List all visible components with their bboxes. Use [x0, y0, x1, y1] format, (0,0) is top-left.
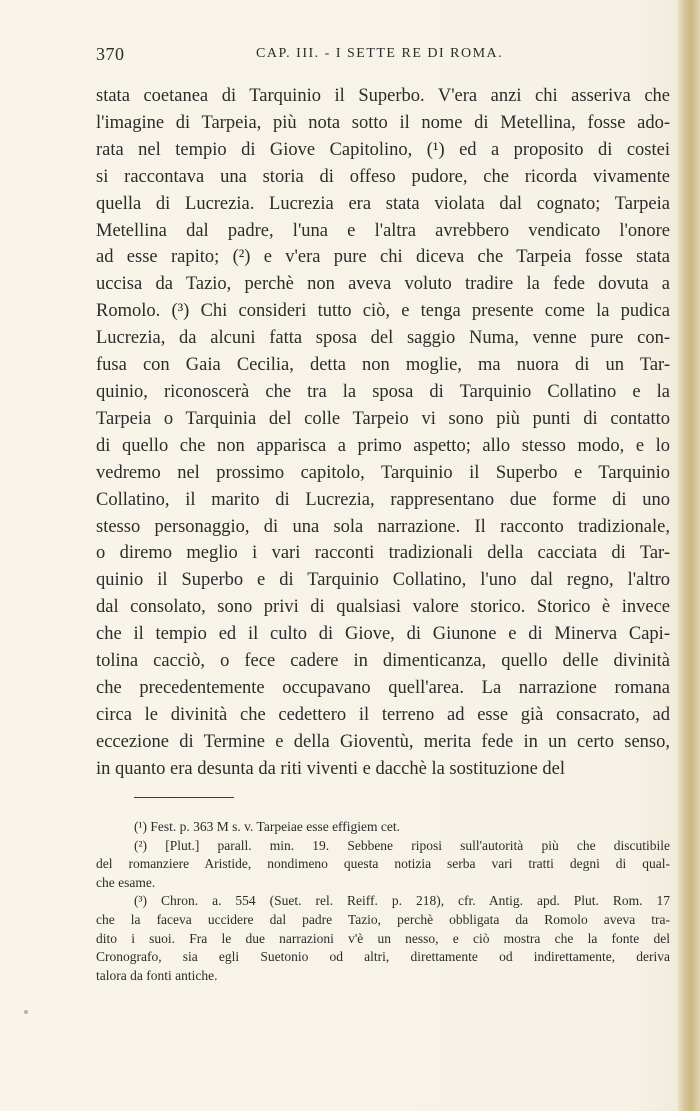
footnote-separator [134, 797, 234, 798]
text-line: quinio, riconoscerà che tra la sposa di Tarquinio Collatino e la [96, 381, 670, 402]
text-line: Metellina dal padre, l'una e l'altra avrebbero vendicato l'onore [96, 220, 670, 241]
running-head: CAP. III. - I SETTE RE DI ROMA. [256, 46, 504, 61]
page-number: 370 [96, 44, 125, 64]
text-line: che precedentemente occupavano quell'area. La narrazione romana [96, 677, 670, 698]
text-line: circa le divinità che cedettero il terreno ad esse già consacrato, ad [96, 704, 670, 725]
text-line: rata nel tempio di Giove Capitolino, (¹) ed a proposito di costei [96, 139, 670, 160]
footnote-line: (¹) Fest. p. 363 M s. v. Tarpeiae esse effigiem cet. [134, 819, 401, 834]
page-edge-shadow [678, 0, 700, 1111]
page-speck [24, 1010, 28, 1014]
text-line: tolina cacciò, o fece cadere in dimenticanza, quello delle divinità [96, 651, 670, 672]
text-line: uccisa da Tazio, perchè non aveva voluto tradire la fede dovuta a [96, 274, 670, 295]
footnote-line: che la faceva uccidere dal padre Tazio, perchè obbligata da Romolo aveva tra- [96, 911, 670, 927]
text-line: dal consolato, sono privi di qualsiasi valore storico. Storico è invece [96, 597, 670, 618]
text-line: l'imagine di Tarpeia, più nota sotto il nome di Metellina, fosse ado- [96, 112, 670, 133]
footnote-line: (²) [Plut.] parall. min. 19. Sebbene riposi sull'autorità più che discutibile [134, 837, 670, 853]
text-line: di quello che non apparisca a primo aspetto; allo stesso modo, e lo [96, 435, 670, 456]
text-line: quella di Lucrezia. Lucrezia era stata violata dal cognato; Tarpeia [96, 193, 670, 214]
text-line: Romolo. (³) Chi consideri tutto ciò, e tenga presente come la pudica [96, 301, 670, 322]
text-line: che il tempio ed il culto di Giove, di Giunone e di Minerva Capi- [96, 624, 670, 645]
text-line: fusa con Gaia Cecilia, detta non moglie, ma nuora di un Tar- [96, 355, 670, 376]
footnote-line: dito i suoi. Fra le due narrazioni v'è un nesso, e ciò mostra che la fonte del [96, 930, 670, 946]
text-line: Collatino, il marito di Lucrezia, rappresentano due forme di uno [96, 489, 670, 510]
text-line: o diremo meglio i vari racconti tradizionali della cacciata di Tar- [96, 543, 670, 564]
footnote-line: (³) Chron. a. 554 (Suet. rel. Reiff. p. 218), cfr. Antig. apd. Plut. Rom. 17 [134, 893, 670, 909]
page-header [96, 44, 670, 68]
text-line: Lucrezia, da alcuni fatta sposa del saggio Numa, venne pure con- [96, 328, 670, 349]
text-line: stata coetanea di Tarquinio il Superbo. V'era anzi chi asseriva che [96, 86, 670, 106]
footnote-line: che esame. [96, 874, 156, 890]
footnotes [96, 818, 670, 985]
text-line: in quanto era desunta da riti viventi e dacchè la sostituzione del [96, 758, 566, 779]
text-line: stesso personaggio, di una sola narrazione. Il racconto tradizionale, [96, 516, 670, 537]
text-line: si raccontava una storia di offeso pudore, che ricorda vivamente [96, 166, 670, 187]
footnote-line: Cronografo, sia egli Suetonio od altri, direttamente od indirettamente, deriva [96, 949, 670, 965]
text-line: eccezione di Termine e della Gioventù, merita fede in un certo senso, [96, 731, 670, 752]
text-line: quinio il Superbo e di Tarquinio Collatino, l'uno dal regno, l'altro [96, 570, 670, 591]
footnote-line: del romanziere Aristide, nondimeno questa notizia serba vari tratti degni di qual- [96, 856, 670, 872]
footnote-line: talora da fonti antiche. [96, 967, 218, 983]
main-text [96, 83, 670, 783]
text-line: ad esse rapito; (²) e v'era pure chi diceva che Tarpeia fosse stata [96, 247, 670, 268]
text-line: vedremo nel prossimo capitolo, Tarquinio il Superbo e Tarquinio [96, 462, 670, 483]
text-line: Tarpeia o Tarquinia del colle Tarpeio vi sono più punti di contatto [96, 408, 670, 429]
